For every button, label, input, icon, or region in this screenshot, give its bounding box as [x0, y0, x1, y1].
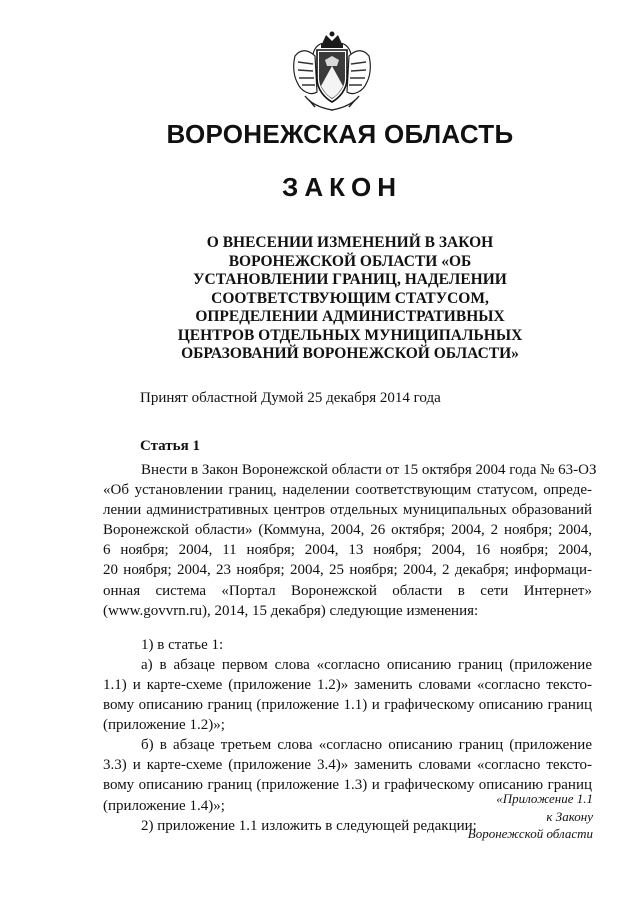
paragraph-line: 6 ноября; 2004, 11 ноября; 2004, 13 ноября; 2004, 16 ноября; 2004,	[103, 542, 592, 559]
item-line: (приложение 1.2)»;	[103, 717, 225, 734]
annex-line: «Приложение 1.1	[496, 791, 593, 806]
item-line: вому описанию границ (приложение 1.1) и графическому описанию границ	[103, 697, 592, 714]
annex-line: Воронежской области	[467, 826, 593, 841]
region-title: ВОРОНЕЖСКАЯ ОБЛАСТЬ	[166, 119, 514, 149]
paragraph-line: лении административных центров отдельных муниципальных образований	[103, 502, 592, 519]
adoption-note: Принят областной Думой 25 декабря 2014 года	[140, 390, 441, 406]
document-type: ЗАКОН	[282, 172, 402, 202]
item-line: (приложение 1.4)»;	[103, 797, 225, 814]
law-title-line: УСТАНОВЛЕНИИ ГРАНИЦ, НАДЕЛЕНИИ	[193, 271, 507, 288]
item-line: вому описанию границ (приложение 1.3) и графическому описанию границ	[103, 777, 592, 794]
paragraph-line: Внести в Закон Воронежской области от 15 октября 2004 года № 63-ОЗ	[141, 462, 597, 478]
annex-line: к Закону	[546, 808, 593, 824]
item-line: 1) в статье 1:	[141, 636, 224, 653]
paragraph-line: (www.govvrn.ru), 2014, 15 декабря) следующие изменения:	[103, 602, 479, 619]
coat-of-arms-icon	[291, 30, 373, 114]
annex-reference	[468, 790, 593, 843]
item-line: 3.3) и карте-схеме (приложение 3.4)» заменить словами «согласно тексто-	[103, 757, 592, 774]
law-title	[130, 234, 570, 364]
item-line: 1.1) и карте-схеме (приложение 1.2)» заменить словами «согласно тексто-	[103, 676, 592, 693]
law-title-line: ЦЕНТРОВ ОТДЕЛЬНЫХ МУНИЦИПАЛЬНЫХ	[177, 326, 523, 344]
paragraph-gap	[103, 621, 592, 635]
item-line: б) в абзаце третьем слова «согласно описанию границ (приложение	[141, 737, 592, 754]
paragraph-line: Воронежской области» (Коммуна, 2004, 26 октября; 2004, 2 ноября; 2004,	[103, 522, 592, 539]
article-body	[103, 460, 597, 836]
paragraph-line: «Об установлении границ, наделении соответствующим статусом, опреде-	[103, 482, 592, 499]
law-title-line: СООТВЕТСТВУЮЩИМ СТАТУСОМ,	[211, 289, 489, 307]
law-title-line: ОПРЕДЕЛЕНИИ АДМИНИСТРАТИВНЫХ	[195, 308, 505, 325]
law-title-line: ВОРОНЕЖСКОЙ ОБЛАСТИ «ОБ	[228, 252, 472, 270]
law-title-line: ОБРАЗОВАНИЙ ВОРОНЕЖСКОЙ ОБЛАСТИ»	[181, 345, 519, 362]
article-heading: Статья 1	[140, 438, 200, 454]
item-line: 2) приложение 1.1 изложить в следующей редакции:	[141, 817, 477, 834]
paragraph-line: 20 ноября; 2004, 23 ноября; 2004, 25 ноября; 2004, 2 декабря; информаци-	[103, 562, 592, 579]
item-line: а) в абзаце первом слова «согласно описанию границ (приложение	[141, 656, 592, 673]
law-title-line: О ВНЕСЕНИИ ИЗМЕНЕНИЙ В ЗАКОН	[206, 234, 494, 251]
paragraph-line: онная система «Портал Воронежской области в сети Интернет»	[103, 582, 592, 599]
